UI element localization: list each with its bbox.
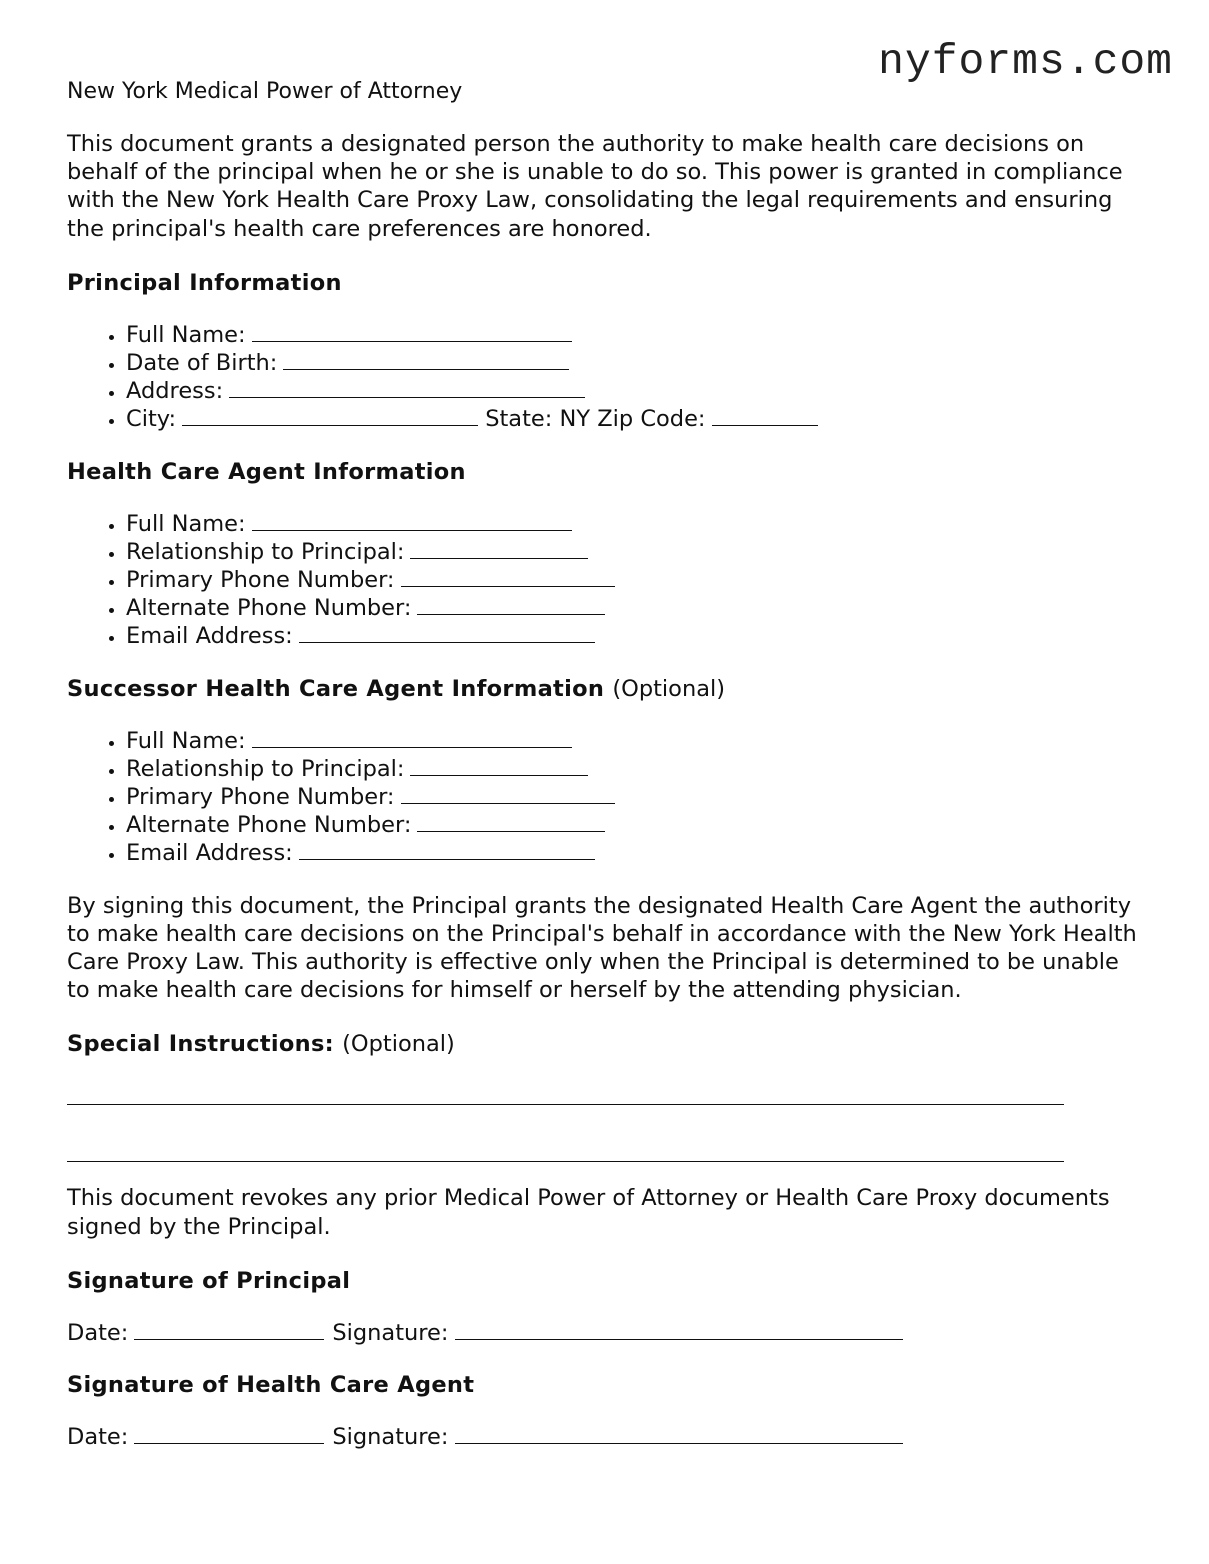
special-instructions-line-1[interactable] bbox=[67, 1074, 1064, 1105]
field-label: Primary Phone Number: bbox=[126, 784, 395, 811]
special-instructions-line-2[interactable] bbox=[67, 1131, 1064, 1162]
agent-date-blank[interactable] bbox=[134, 1423, 324, 1444]
field-label: City: bbox=[126, 406, 177, 433]
field-label: Address: bbox=[126, 378, 224, 405]
field-label: Email Address: bbox=[126, 840, 293, 867]
successor-email-field bbox=[126, 839, 1147, 867]
field-label: Full Name: bbox=[126, 727, 246, 754]
field-label: Full Name: bbox=[126, 510, 246, 537]
successor-alternate-phone-field bbox=[126, 811, 1147, 839]
principal-address-blank[interactable] bbox=[229, 377, 585, 398]
signature-label: Signature: bbox=[332, 1423, 449, 1450]
principal-heading-text: Principal Information bbox=[67, 269, 342, 296]
special-instructions-heading bbox=[67, 1030, 1147, 1058]
revocation-paragraph: This document revokes any prior Medical Power of Attorney or Health Care Proxy documents signed by the Principal. bbox=[67, 1185, 1110, 1240]
agent-relationship-field bbox=[126, 538, 1147, 566]
principal-fields bbox=[67, 321, 1147, 434]
special-heading-text: Special Instructions: bbox=[67, 1031, 334, 1058]
authority-paragraph: By signing this document, the Principal grants the designated Health Care Agent the authority to make health care decisions on the Principal's behalf in accordance with the New York Health Care Proxy Law. This authority is effective only when the Principal is determined to be unable to make health care decisions for himself or herself by the attending physician. bbox=[67, 892, 1137, 1004]
principal-city-blank[interactable] bbox=[182, 405, 478, 426]
successor-primary-phone-field bbox=[126, 783, 1147, 811]
principal-heading bbox=[67, 269, 1147, 297]
principal-full-name-blank[interactable] bbox=[252, 321, 572, 342]
successor-alternate-phone-blank[interactable] bbox=[417, 811, 605, 832]
successor-relationship-field bbox=[126, 755, 1147, 783]
document-title: New York Medical Power of Attorney bbox=[67, 79, 463, 104]
agent-signature-blank[interactable] bbox=[455, 1423, 903, 1444]
field-label: Full Name: bbox=[126, 321, 246, 348]
successor-heading-text: Successor Health Care Agent Information bbox=[67, 675, 605, 702]
agent-primary-phone-blank[interactable] bbox=[401, 566, 615, 587]
successor-full-name-blank[interactable] bbox=[252, 727, 572, 748]
optional-label: (Optional) bbox=[612, 675, 726, 702]
field-label: State: NY Zip Code: bbox=[485, 406, 706, 433]
field-label: Primary Phone Number: bbox=[126, 567, 395, 594]
principal-signature-blank[interactable] bbox=[455, 1319, 903, 1340]
agent-full-name-blank[interactable] bbox=[252, 510, 572, 531]
date-label: Date: bbox=[67, 1319, 129, 1346]
field-label: Relationship to Principal: bbox=[126, 755, 405, 782]
field-label: Relationship to Principal: bbox=[126, 538, 405, 565]
agent-heading-text: Health Care Agent Information bbox=[67, 458, 466, 485]
principal-zip-blank[interactable] bbox=[712, 405, 818, 426]
document-page bbox=[67, 78, 1147, 1475]
sig-heading-text: Signature of Health Care Agent bbox=[67, 1371, 475, 1398]
principal-dob-blank[interactable] bbox=[283, 349, 569, 370]
principal-city-field bbox=[126, 405, 1147, 433]
field-label: Alternate Phone Number: bbox=[126, 812, 412, 839]
principal-full-name-field bbox=[126, 321, 1147, 349]
principal-signature-heading bbox=[67, 1267, 1147, 1295]
field-label: Email Address: bbox=[126, 623, 293, 650]
successor-full-name-field bbox=[126, 727, 1147, 755]
intro-paragraph: This document grants a designated person the authority to make health care decisions on behalf of the principal when he or she is unable to do so. This power is granted in compliance with the New York Health Care Proxy Law, consolidating the legal requirements and ensuring the principal's health care preferences are honored. bbox=[67, 131, 1123, 242]
agent-email-blank[interactable] bbox=[299, 622, 595, 643]
agent-fields bbox=[67, 510, 1147, 651]
agent-full-name-field bbox=[126, 510, 1147, 538]
optional-label: (Optional) bbox=[342, 1031, 455, 1058]
successor-fields bbox=[67, 727, 1147, 868]
successor-email-blank[interactable] bbox=[299, 839, 595, 860]
field-label: Alternate Phone Number: bbox=[126, 595, 412, 622]
sig-heading-text: Signature of Principal bbox=[67, 1267, 351, 1294]
successor-primary-phone-blank[interactable] bbox=[401, 783, 615, 804]
principal-date-blank[interactable] bbox=[134, 1319, 324, 1340]
agent-alternate-phone-field bbox=[126, 594, 1147, 622]
principal-address-field bbox=[126, 377, 1147, 405]
principal-dob-field bbox=[126, 349, 1147, 377]
signature-label: Signature: bbox=[332, 1319, 449, 1346]
successor-relationship-blank[interactable] bbox=[410, 755, 588, 776]
agent-primary-phone-field bbox=[126, 566, 1147, 594]
agent-signature-heading bbox=[67, 1371, 1147, 1399]
field-label: Date of Birth: bbox=[126, 350, 278, 377]
agent-alternate-phone-blank[interactable] bbox=[417, 594, 605, 615]
site-watermark: nyforms.com bbox=[878, 37, 1173, 86]
agent-relationship-blank[interactable] bbox=[410, 538, 588, 559]
agent-email-field bbox=[126, 622, 1147, 650]
agent-heading bbox=[67, 458, 1147, 486]
successor-heading bbox=[67, 675, 1147, 703]
principal-signature-line bbox=[67, 1319, 1147, 1347]
agent-signature-line bbox=[67, 1423, 1147, 1451]
date-label: Date: bbox=[67, 1423, 129, 1450]
